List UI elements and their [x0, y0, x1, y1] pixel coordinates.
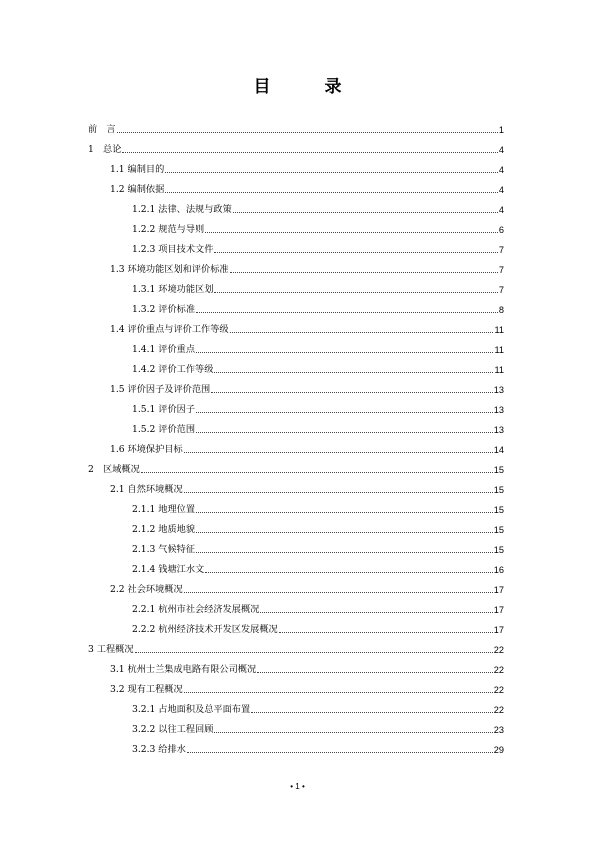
toc-leader-dots	[196, 412, 493, 413]
toc-entry-page: 6	[498, 225, 504, 235]
toc-entry[interactable]	[88, 736, 504, 756]
toc-entry[interactable]	[88, 576, 504, 596]
toc-entry[interactable]	[88, 116, 504, 136]
toc-entry[interactable]	[88, 716, 504, 736]
toc-entry-page: 17	[493, 605, 504, 615]
toc-entry-page: 22	[493, 645, 504, 655]
toc-leader-dots	[135, 652, 493, 653]
toc-entry[interactable]	[88, 536, 504, 556]
toc-leader-dots	[196, 432, 493, 433]
toc-entry[interactable]	[88, 376, 504, 396]
toc-leader-dots	[184, 692, 493, 693]
toc-leader-dots	[196, 552, 493, 553]
toc-entry-label: 1.4.2 评价工作等级	[132, 364, 214, 375]
toc-entry-page: 1	[498, 125, 504, 135]
toc-entry-page: 4	[498, 205, 504, 215]
toc-entry[interactable]	[88, 656, 504, 676]
toc-entry[interactable]	[88, 256, 504, 276]
toc-entry-page: 4	[498, 145, 504, 155]
toc-leader-dots	[187, 752, 493, 753]
toc-entry-page: 11	[494, 325, 504, 335]
toc-entry-label: 1.2.3 项目技术文件	[132, 244, 214, 255]
toc-entry[interactable]	[88, 516, 504, 536]
toc-leader-dots	[184, 492, 493, 493]
toc-entry[interactable]	[88, 556, 504, 576]
toc-entry[interactable]	[88, 636, 504, 656]
toc-entry[interactable]	[88, 676, 504, 696]
toc-entry-page: 17	[493, 585, 504, 595]
toc-entry-label: 2.1 自然环境概况	[110, 484, 183, 495]
toc-entry-page: 11	[494, 365, 504, 375]
toc-entry-page: 7	[498, 245, 504, 255]
toc-entry[interactable]	[88, 396, 504, 416]
toc-entry-page: 13	[493, 385, 504, 395]
toc-entry-label: 1.5 评价因子及评价范围	[110, 384, 211, 395]
toc-entry-page: 14	[493, 445, 504, 455]
toc-leader-dots	[260, 612, 492, 613]
toc-leader-dots	[251, 712, 493, 713]
toc-entry-label: 3.2.1 占地面积及总平面布置	[132, 704, 251, 715]
toc-leader-dots	[214, 292, 497, 293]
toc-entry-label: 2.2.2 杭州经济技术开发区发展概况	[132, 624, 278, 635]
toc-entry-label: 2.1.1 地理位置	[132, 504, 196, 515]
toc-entry[interactable]	[88, 616, 504, 636]
toc-entry-label: 1.3 环境功能区划和评价标准	[110, 264, 229, 275]
toc-entry-label: 1.2 编制依据	[110, 184, 165, 195]
toc-entry-page: 4	[498, 185, 504, 195]
toc-entry-page: 15	[493, 465, 504, 475]
toc-leader-dots	[230, 332, 494, 333]
page-number: • 1 •	[290, 782, 305, 791]
toc-entry[interactable]	[88, 216, 504, 236]
toc-entry[interactable]	[88, 176, 504, 196]
toc-leader-dots	[214, 732, 492, 733]
toc-entry-page: 15	[493, 525, 504, 535]
toc-entry[interactable]	[88, 356, 504, 376]
toc-entry-label: 2.1.4 钱塘江水文	[132, 564, 205, 575]
toc-leader-dots	[196, 512, 493, 513]
toc-entry-page: 11	[494, 345, 504, 355]
toc-leader-dots	[214, 372, 493, 373]
toc-entry[interactable]	[88, 296, 504, 316]
page-title: 目 录	[253, 77, 366, 97]
toc-entry-label: 2.1.2 地质地貌	[132, 524, 196, 535]
toc-leader-dots	[122, 152, 497, 153]
toc-leader-dots	[205, 232, 498, 233]
toc-entry-label: 1.3.1 环境功能区划	[132, 284, 214, 295]
toc-entry[interactable]	[88, 316, 504, 336]
toc-entry-label: 3.2 现有工程概况	[110, 684, 183, 695]
toc-entry-label: 1.6 环境保护目标	[110, 444, 183, 455]
toc-entry-page: 29	[493, 745, 504, 755]
toc-leader-dots	[214, 252, 497, 253]
table-of-contents	[88, 116, 504, 756]
toc-entry-label: 2.2 社会环境概况	[110, 584, 183, 595]
toc-entry-page: 7	[498, 265, 504, 275]
toc-entry[interactable]	[88, 196, 504, 216]
toc-entry[interactable]	[88, 136, 504, 156]
toc-leader-dots	[196, 352, 493, 353]
toc-entry[interactable]	[88, 416, 504, 436]
toc-leader-dots	[257, 672, 493, 673]
toc-entry[interactable]	[88, 236, 504, 256]
toc-entry[interactable]	[88, 436, 504, 456]
toc-entry-label: 前 言	[88, 124, 116, 135]
toc-entry-label: 1.4.1 评价重点	[132, 344, 196, 355]
toc-leader-dots	[184, 592, 493, 593]
toc-entry-page: 8	[498, 305, 504, 315]
toc-entry-label: 2 区域概况	[88, 464, 140, 475]
toc-entry-page: 13	[493, 425, 504, 435]
toc-entry[interactable]	[88, 276, 504, 296]
toc-leader-dots	[117, 132, 498, 133]
toc-leader-dots	[205, 572, 493, 573]
toc-entry-page: 22	[493, 705, 504, 715]
toc-entry[interactable]	[88, 496, 504, 516]
toc-entry-page: 15	[493, 485, 504, 495]
toc-entry-page: 13	[493, 405, 504, 415]
toc-entry[interactable]	[88, 596, 504, 616]
toc-entry-page: 22	[493, 665, 504, 675]
toc-leader-dots	[279, 632, 493, 633]
toc-entry-label: 1.5.2 评价范围	[132, 424, 196, 435]
toc-leader-dots	[165, 192, 498, 193]
toc-entry-label: 3 工程概况	[88, 644, 134, 655]
toc-leader-dots	[196, 532, 493, 533]
toc-entry-page: 4	[498, 165, 504, 175]
toc-entry-label: 1.1 编制目的	[110, 164, 165, 175]
toc-leader-dots	[165, 172, 498, 173]
toc-entry-page: 23	[493, 725, 504, 735]
toc-entry-label: 2.1.3 气候特征	[132, 544, 196, 555]
toc-entry-label: 2.2.1 杭州市社会经济发展概况	[132, 604, 260, 615]
toc-entry-label: 3.2.2 以往工程回顾	[132, 724, 214, 735]
toc-entry[interactable]	[88, 476, 504, 496]
toc-entry[interactable]	[88, 156, 504, 176]
toc-leader-dots	[196, 312, 498, 313]
toc-leader-dots	[211, 392, 493, 393]
toc-entry-label: 1 总论	[88, 144, 122, 155]
toc-entry-page: 16	[493, 565, 504, 575]
toc-leader-dots	[233, 212, 498, 213]
toc-entry-label: 1.3.2 评价标准	[132, 304, 196, 315]
toc-entry-label: 1.5.1 评价因子	[132, 404, 196, 415]
toc-entry-page: 22	[493, 685, 504, 695]
toc-entry-page: 15	[493, 505, 504, 515]
toc-entry-page: 17	[493, 625, 504, 635]
toc-entry-label: 1.2.2 规范与导则	[132, 224, 205, 235]
toc-leader-dots	[230, 272, 498, 273]
toc-entry-label: 1.4 评价重点与评价工作等级	[110, 324, 229, 335]
toc-entry[interactable]	[88, 696, 504, 716]
toc-leader-dots	[141, 472, 493, 473]
toc-entry-label: 3.2.3 给排水	[132, 744, 186, 755]
toc-leader-dots	[184, 452, 493, 453]
toc-entry[interactable]	[88, 456, 504, 476]
toc-entry-page: 7	[498, 285, 504, 295]
toc-entry-page: 15	[493, 545, 504, 555]
toc-entry[interactable]	[88, 336, 504, 356]
toc-entry-label: 1.2.1 法律、法规与政策	[132, 204, 232, 215]
toc-entry-label: 3.1 杭州士兰集成电路有限公司概况	[110, 664, 257, 675]
